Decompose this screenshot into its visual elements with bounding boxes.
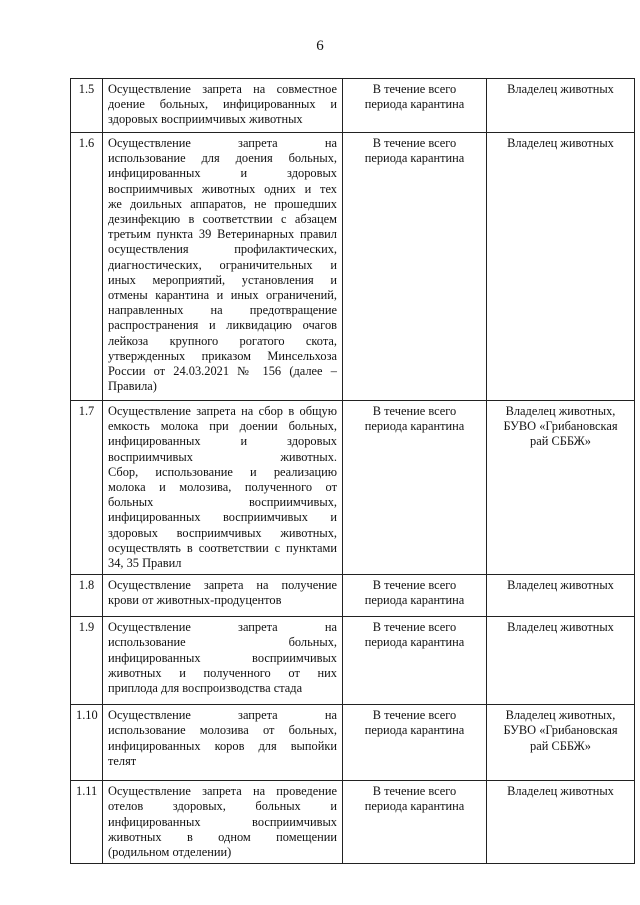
measure-responsible-line: Владелец животных <box>507 82 614 96</box>
measure-description-line: Осуществление запрета на <box>108 708 337 723</box>
measure-term-line: периода карантина <box>364 419 465 434</box>
measure-description-line: иных мероприятий, установления и <box>108 272 337 287</box>
measure-term-cell <box>343 781 487 864</box>
measure-description-line: Осуществление запрета на получение <box>108 578 337 593</box>
measure-description-line: утвержденных приказом Минсельхоза <box>108 348 337 363</box>
page-number: 6 <box>316 38 324 54</box>
row-number-cell: 1.7 <box>71 401 103 575</box>
table-row <box>71 617 635 705</box>
measure-term-line: В течение всего <box>372 82 457 96</box>
measure-description-line: инфицированных восприимчивых и <box>108 510 337 525</box>
measure-responsible-line: Владелец животных, <box>505 708 616 723</box>
measure-description-line: больных восприимчивых, <box>108 495 337 510</box>
measure-term-line: периода карантина <box>364 799 465 814</box>
measure-term-cell <box>343 575 487 617</box>
row-number-cell: 1.6 <box>71 133 103 401</box>
measure-description-line: Правила) <box>108 379 157 394</box>
measure-description-line: животных в одном помещении <box>108 829 337 844</box>
measure-description-line: отмены карантина и иных ограничений, <box>108 288 337 303</box>
measure-description-cell <box>103 617 343 705</box>
measure-term-cell <box>343 79 487 133</box>
measure-description-line: направленных на предотвращение <box>108 303 337 318</box>
measure-responsible-line: рай СББЖ» <box>530 434 591 449</box>
measure-description-line: Осуществление запрета на сбор в общую <box>108 404 337 418</box>
measure-term-line: периода карантина <box>364 97 465 112</box>
measure-description-line: дезинфекцию в соответствии с абзацем <box>108 212 337 227</box>
measure-term-line: периода карантина <box>364 635 465 650</box>
measure-description-line: диагностических, ограничительных и <box>108 257 337 272</box>
measure-term-cell <box>343 705 487 781</box>
row-number-cell: 1.11 <box>71 781 103 864</box>
measures-table-body <box>71 79 635 864</box>
measure-description-line: инфицированных восприимчивых <box>108 650 337 665</box>
measure-description-line: доение больных, инфицированных и <box>108 97 337 112</box>
measure-responsible-line: Владелец животных <box>507 784 614 799</box>
measure-description-line: емкость молока при доении больных, <box>108 419 337 434</box>
measure-description-line: приплода для воспроизводства стада <box>108 681 303 696</box>
measure-term-line: В течение всего <box>372 136 457 150</box>
measure-description-line: инфицированных и здоровых <box>108 166 337 181</box>
measure-description-line: отелов здоровых, больных и <box>108 799 337 814</box>
measure-term-line: периода карантина <box>364 151 465 166</box>
measure-responsible-cell <box>487 781 635 864</box>
measure-description-line: Осуществление запрета на <box>108 136 337 150</box>
measure-description-line: здоровых восприимчивых животных, <box>108 525 337 540</box>
row-number-cell: 1.10 <box>71 705 103 781</box>
measure-responsible-line: Владелец животных, <box>505 404 616 418</box>
measure-description-line: Осуществление запрета на <box>108 620 337 635</box>
measure-description-line: здоровых восприимчивых животных <box>108 112 303 127</box>
measure-description-line: использование больных, <box>108 635 337 650</box>
measure-description-line: третьим пункта 39 Ветеринарных правил <box>108 227 337 242</box>
measure-description-cell <box>103 133 343 401</box>
measure-term-cell <box>343 617 487 705</box>
measure-description-line: молока и молозива, полученного от <box>108 480 337 495</box>
measure-description-line: (родильном отделении) <box>108 845 232 860</box>
measure-description-line: использование молозива от больных, <box>108 723 337 738</box>
measure-responsible-cell <box>487 79 635 133</box>
row-number-cell: 1.9 <box>71 617 103 705</box>
measure-description-line: же доильных аппаратов, не прошедших <box>108 196 337 211</box>
measure-description-line: Сбор, использование и реализацию <box>108 464 337 479</box>
table-row <box>71 79 635 133</box>
measure-description-cell <box>103 79 343 133</box>
measure-responsible-cell <box>487 705 635 781</box>
measure-description-line: России от 24.03.2021 № 156 (далее – <box>108 364 337 379</box>
table-row <box>71 705 635 781</box>
measure-description-line: лейкоза крупного рогатого скота, <box>108 333 337 348</box>
measure-term-line: В течение всего <box>372 708 457 723</box>
measure-description-line: использование для доения больных, <box>108 151 337 166</box>
measure-responsible-cell <box>487 133 635 401</box>
measures-table <box>70 78 635 864</box>
measure-term-line: В течение всего <box>372 578 457 593</box>
measure-description-cell <box>103 575 343 617</box>
measure-description-line: осуществления профилактических, <box>108 242 337 257</box>
measure-description-line: восприимчивых животных. <box>108 449 337 464</box>
measure-responsible-line: БУВО «Грибановская <box>503 723 618 738</box>
measure-term-line: В течение всего <box>372 620 457 635</box>
measure-description-line: телят <box>108 753 137 768</box>
measure-term-line: В течение всего <box>372 784 457 799</box>
measure-responsible-line: БУВО «Грибановская <box>503 419 618 434</box>
measure-term-line: периода карантина <box>364 723 465 738</box>
row-number-cell: 1.5 <box>71 79 103 133</box>
measure-description-cell <box>103 781 343 864</box>
table-row <box>71 133 635 401</box>
table-row <box>71 401 635 575</box>
measure-description-line: инфицированных коров для выпойки <box>108 738 337 753</box>
measure-responsible-line: рай СББЖ» <box>530 738 591 753</box>
measure-description-line: Осуществление запрета на совместное <box>108 82 337 96</box>
measure-responsible-line: Владелец животных <box>507 578 614 593</box>
measure-term-line: В течение всего <box>372 404 457 418</box>
table-row <box>71 781 635 864</box>
measure-description-line: 34, 35 Правил <box>108 556 182 571</box>
measure-description-cell <box>103 401 343 575</box>
measure-description-line: распространения и ликвидацию очагов <box>108 318 337 333</box>
measure-responsible-line: Владелец животных <box>507 620 614 635</box>
measure-description-line: инфицированных восприимчивых <box>108 814 337 829</box>
measure-responsible-cell <box>487 401 635 575</box>
measure-description-line: восприимчивых животных одних и тех <box>108 181 337 196</box>
measure-description-line: Осуществление запрета на проведение <box>108 784 337 799</box>
measure-term-cell <box>343 401 487 575</box>
measure-responsible-cell <box>487 617 635 705</box>
measure-responsible-line: Владелец животных <box>507 136 614 150</box>
measure-description-line: крови от животных-продуцентов <box>108 593 282 608</box>
measure-description-cell <box>103 705 343 781</box>
measure-term-cell <box>343 133 487 401</box>
measure-description-line: осуществлять в соответствии с пунктами <box>108 540 337 555</box>
measure-description-line: животных и полученного от них <box>108 665 337 680</box>
measure-term-line: периода карантина <box>364 593 465 608</box>
row-number-cell: 1.8 <box>71 575 103 617</box>
table-row <box>71 575 635 617</box>
measure-responsible-cell <box>487 575 635 617</box>
measure-description-line: инфицированных и здоровых <box>108 434 337 449</box>
